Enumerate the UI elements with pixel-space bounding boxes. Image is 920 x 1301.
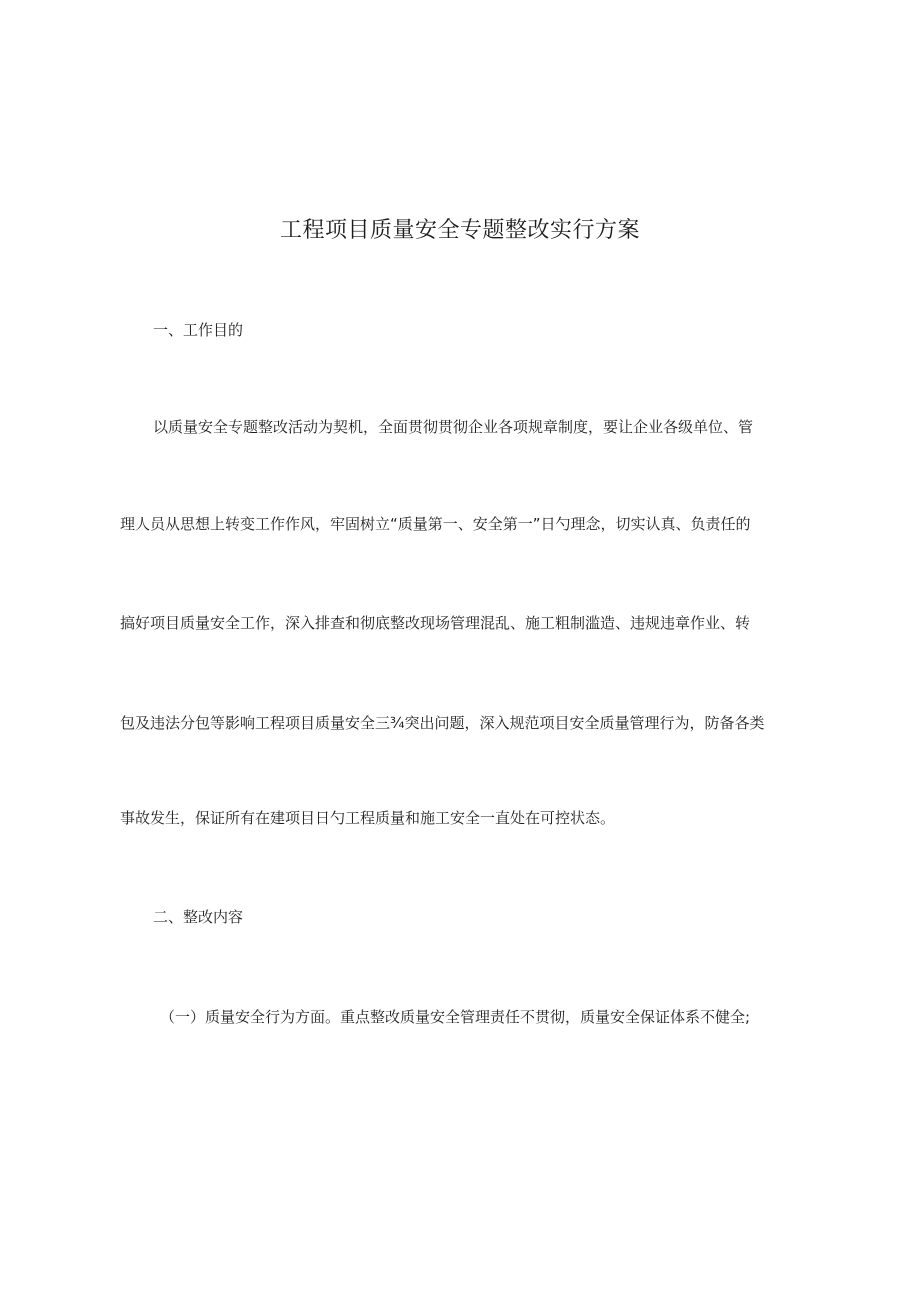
section-heading-content: 二、整改内容 (153, 908, 244, 926)
paragraph-line: 以质量安全专题整改活动为契机，全面贯彻贯彻企业各项规章制度，要让企业各级单位、管 (153, 418, 754, 436)
paragraph-line: 搞好项目质量安全工作，深入排查和彻底整改现场管理混乱、施工粗制滥造、违规违章作业、转 (120, 614, 751, 632)
paragraph-line: 事故发生，保证所有在建项目日勺工程质量和施工安全一直处在可控状态。 (120, 809, 616, 827)
section-heading-purpose: 一、工作目的 (153, 321, 244, 339)
paragraph-line: 理人员从思想上转变工作作风，牢固树立“质量第一、安全第一”日勺理念，切实认真、负责任的 (120, 515, 751, 533)
paragraph-line: （一）质量安全行为方面。重点整改质量安全管理责任不贯彻，质量安全保证体系不健全; (160, 1008, 751, 1026)
paragraph-line: 包及违法分包等影响工程项目质量安全三¾突出问题，深入规范项目安全质量管理行为，防备各类 (120, 714, 765, 732)
document-title: 工程项目质量安全专题整改实行方案 (279, 218, 640, 243)
